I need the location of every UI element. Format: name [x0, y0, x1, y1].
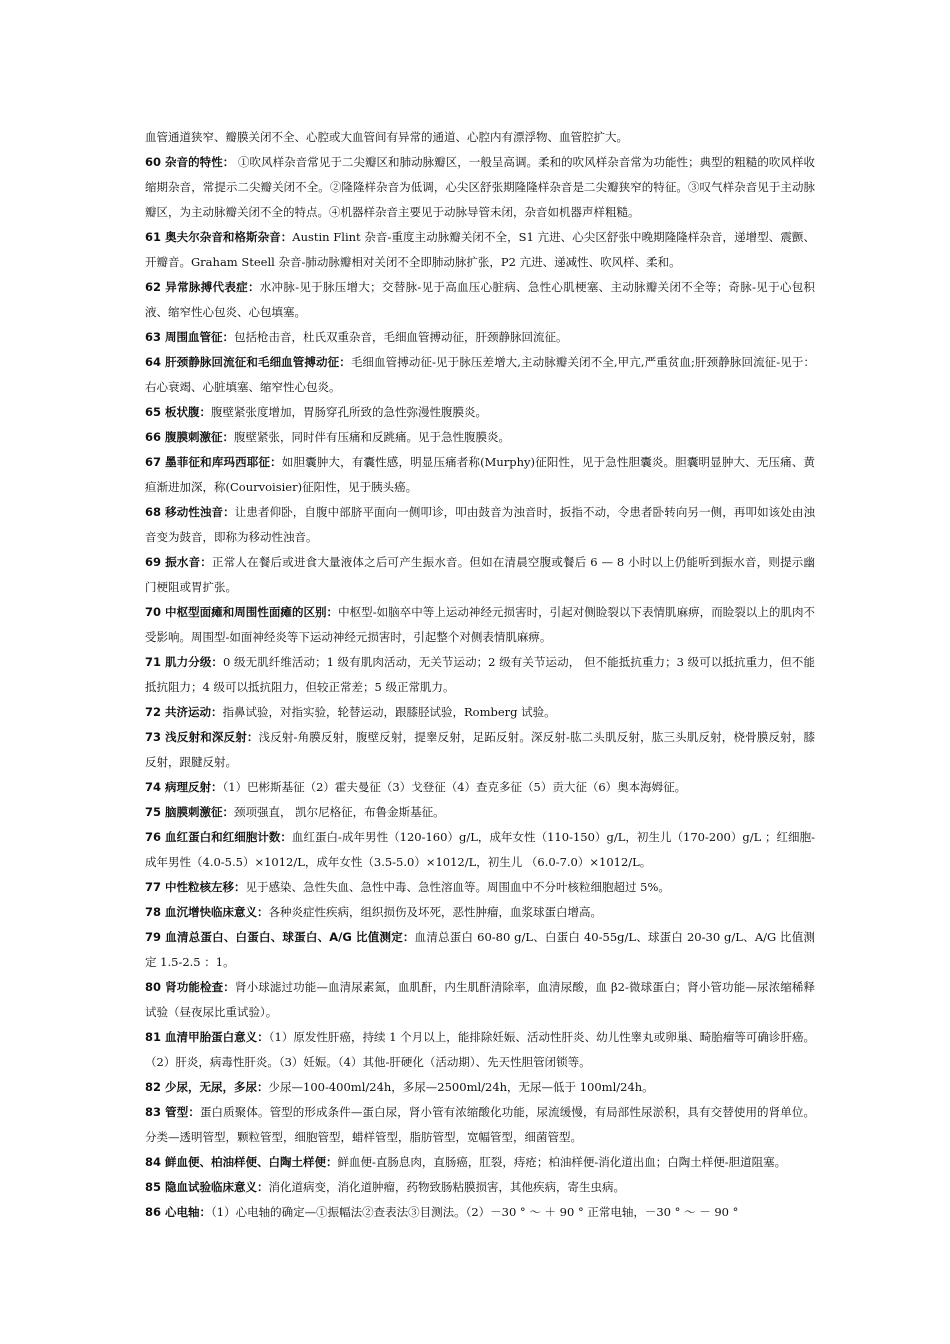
- list-item: [145, 1175, 815, 1200]
- item-term: 75 脑膜刺激征：: [145, 805, 235, 819]
- item-body: 让患者仰卧，自腹中部脐平面向一侧叩诊，叩由鼓音为浊音时，扳指不动，令患者卧转向另一侧，再叩如该处由浊音变为鼓音，即称为移动性浊音。: [145, 505, 815, 544]
- item-term: 65 板状腹：: [145, 405, 212, 419]
- item-term: 86 心电轴：: [145, 1205, 212, 1219]
- item-body: ①吹风样杂音常见于二尖瓣区和肺动脉瓣区，一般呈高调。柔和的吹风样杂音常为功能性；典型的粗糙的吹风样收缩期杂音，常提示二尖瓣关闭不全。②隆隆样杂音为低调，心尖区舒张期隆隆样杂音是二尖瓣狭窄的特征。③叹气样杂音见于主动脉瓣区，为主动脉瓣关闭不全的特点。④机器样杂音主要见于动脉导管未闭，杂音如机器声样粗糙。: [145, 155, 815, 219]
- item-term: 68 移动性浊音：: [145, 505, 235, 519]
- list-item: [145, 900, 815, 925]
- list-item: [145, 650, 815, 700]
- item-term: 78 血沉增快临床意义：: [145, 905, 269, 919]
- list-item: [145, 450, 815, 500]
- item-body: 消化道病变，消化道肿瘤，药物致肠粘膜损害，其他疾病，寄生虫病。: [268, 1180, 626, 1194]
- list-item: [145, 400, 815, 425]
- list-item: [145, 925, 815, 975]
- item-term: 64 肝颈静脉回流征和毛细血管搏动征：: [145, 355, 351, 369]
- item-body: 少尿—100-400ml/24h，多尿—2500ml/24h，无尿—低于 100ml/24h。: [268, 1080, 654, 1094]
- list-item: [145, 550, 815, 600]
- item-body: 颈项强直， 凯尔尼格征，布鲁金斯基征。: [234, 805, 445, 819]
- item-body: （1）巴彬斯基征（2）霍夫曼征（3）戈登征（4）查克多征（5）贡大征（6）奥本海姆征。: [222, 780, 687, 794]
- item-list: [145, 150, 815, 1225]
- item-body: 浅反射-角膜反射，腹壁反射，提睾反射，足跖反射。深反射-肱二头肌反射，肱三头肌反射，桡骨膜反射，膝反射，跟腱反射。: [145, 730, 815, 769]
- item-body: 0 级无肌纤维活动；1 级有肌肉活动，无关节运动；2 级有关节运动， 但不能抵抗重力；3 级可以抵抗重力，但不能抵抗阻力；4 级可以抵抗阻力，但较正常差；5 级正常肌力。: [145, 655, 815, 694]
- list-item: [145, 700, 815, 725]
- item-term: 73 浅反射和深反射：: [145, 730, 259, 744]
- list-item: [145, 225, 815, 275]
- item-body: 肾小球滤过功能—血清尿素氮，血肌酐，内生肌酐清除率，血清尿酸，血 β2-微球蛋白；肾小管功能—尿浓缩稀释试验（昼夜尿比重试验）。: [145, 980, 815, 1019]
- list-item: [145, 975, 815, 1025]
- list-item: [145, 350, 815, 400]
- item-body: 中枢型-如脑卒中等上运动神经元损害时，引起对侧睑裂以下表情肌麻痹，而睑裂以上的肌肉不受影响。周围型-如面神经炎等下运动神经元损害时，引起整个对侧表情肌麻痹。: [145, 605, 815, 644]
- list-item: [145, 150, 815, 225]
- list-item: [145, 1200, 815, 1225]
- item-term: 69 振水音：: [145, 555, 213, 569]
- item-term: 83 管型：: [145, 1105, 200, 1119]
- list-item: [145, 775, 815, 800]
- item-term: 76 血红蛋白和红细胞计数：: [145, 830, 292, 844]
- item-body: 腹壁紧张，同时伴有压痛和反跳痛。见于急性腹膜炎。: [234, 430, 511, 444]
- item-body: 见于感染、急性失血、急性中毒、急性溶血等。周围血中不分叶核粒细胞超过 5%。: [245, 880, 670, 894]
- item-term: 63 周围血管征：: [145, 330, 235, 344]
- item-term: 85 隐血试验临床意义：: [145, 1180, 269, 1194]
- item-body: 指鼻试验，对指实验，轮替运动，跟膝胫试验，Romberg 试验。: [222, 705, 556, 719]
- item-body: 血清总蛋白 60-80 g/L、白蛋白 40-55g/L、球蛋白 20-30 g/L、A/G 比值测定 1.5-2.5 ：1。: [145, 930, 815, 969]
- list-item: [145, 1150, 815, 1175]
- item-body: 毛细血管搏动征-见于脉压差增大,主动脉瓣关闭不全,甲亢,严重贫血;肝颈静脉回流征-见于：右心衰竭、心脏填塞、缩窄性心包炎。: [145, 355, 815, 394]
- item-body: 蛋白质聚体。管型的形成条件—蛋白尿，肾小管有浓缩酸化功能，尿流缓慢，有局部性尿淤积，具有交替使用的肾单位。分类—透明管型，颗粒管型，细胞管型，蜡样管型，脂肪管型，宽幅管型，细菌管型。: [145, 1105, 815, 1144]
- item-term: 77 中性粒核左移：: [145, 880, 246, 894]
- item-term: 79 血清总蛋白、白蛋白、球蛋白、A/G 比值测定：: [145, 930, 415, 944]
- item-term: 82 少尿，无尿，多尿：: [145, 1080, 269, 1094]
- list-item: [145, 875, 815, 900]
- list-item: [145, 325, 815, 350]
- item-term: 62 异常脉搏代表症：: [145, 280, 260, 294]
- list-item: [145, 425, 815, 450]
- item-body: 腹壁紧张度增加，胃肠穿孔所致的急性弥漫性腹膜炎。: [211, 405, 488, 419]
- item-body: 鲜血便-直肠息肉，直肠癌，肛裂，痔疮；柏油样便-消化道出血；白陶土样便-胆道阻塞。: [337, 1155, 787, 1169]
- item-body: 包括枪击音，杜氏双重杂音，毛细血管搏动征，肝颈静脉回流征。: [234, 330, 568, 344]
- list-item: [145, 1100, 815, 1150]
- item-term: 61 奥夫尔杂音和格斯杂音：: [145, 230, 293, 244]
- item-body: 血红蛋白-成年男性（120-160）g/L，成年女性（110-150）g/L，初生儿（170-200）g/L ；红细胞-成年男性（4.0-5.5）×1012/L，成年女性（3.5-5.0）×1012/L，初生儿 （6.0-7.0）×1012/L。: [145, 830, 815, 869]
- item-term: 67 墨菲征和库玛西耶征：: [145, 455, 282, 469]
- item-body: 各种炎症性疾病，组织损伤及坏死，恶性肿瘤，血浆球蛋白增高。: [268, 905, 603, 919]
- list-item: [145, 825, 815, 875]
- item-body: 如胆囊肿大，有囊性感，明显压痛者称(Murphy)征阳性，见于急性胆囊炎。胆囊明显肿大、无压痛、黄疸渐进加深，称(Courvoisier)征阳性，见于胰头癌。: [145, 455, 815, 494]
- list-item: [145, 1025, 815, 1075]
- item-body: 水冲脉-见于脉压增大；交替脉-见于高血压心脏病、急性心肌梗塞、主动脉瓣关闭不全等；奇脉-见于心包积液、缩窄性心包炎、心包填塞。: [145, 280, 815, 319]
- item-term: 74 病理反射：: [145, 780, 223, 794]
- item-body: 正常人在餐后或进食大量液体之后可产生振水音。但如在清晨空腹或餐后 6 — 8 小时以上仍能听到振水音，则提示幽门梗阻或胃扩张。: [145, 555, 815, 594]
- item-term: 70 中枢型面瘫和周围性面瘫的区别：: [145, 605, 339, 619]
- item-term: 60 杂音的特性：: [145, 155, 235, 169]
- item-term: 72 共济运动：: [145, 705, 223, 719]
- list-item: [145, 500, 815, 550]
- item-term: 66 腹膜刺激征：: [145, 430, 235, 444]
- item-body: Austin Flint 杂音-重度主动脉瓣关闭不全，S1 亢进、心尖区舒张中晚期隆隆样杂音，递增型、震颤、开瓣音。Graham Steell 杂音-肺动脉瓣相对关闭不全即肺动脉扩张，P2 亢进、递减性、吹风样、柔和。: [145, 230, 815, 269]
- document-page: [145, 125, 815, 1225]
- list-item: [145, 1075, 815, 1100]
- item-body: （1）原发性肝癌，持续 1 个月以上，能排除妊娠、活动性肝炎、幼儿性睾丸或卵巢、畸胎瘤等可确诊肝癌。（2）肝炎，病毒性肝炎。（3）妊娠。（4）其他-肝硬化（活动期）、先天性胆管闭锁等。: [145, 1030, 815, 1069]
- item-term: 84 鲜血便、柏油样便、白陶土样便：: [145, 1155, 338, 1169]
- list-item: [145, 800, 815, 825]
- list-item: [145, 275, 815, 325]
- intro-paragraph: 血管通道狭窄、瓣膜关闭不全、心腔或大血管间有异常的通道、心腔内有漂浮物、血管腔扩大。: [145, 130, 628, 144]
- list-item: [145, 600, 815, 650]
- list-item: [145, 725, 815, 775]
- item-term: 80 肾功能检查：: [145, 980, 235, 994]
- item-term: 81 血清甲胎蛋白意义：: [145, 1030, 269, 1044]
- item-body: （1）心电轴的确定—①振幅法②查表法③目测法。（2）－30 ° ～ ＋ 90 ° 正常电轴，－30 ° ～ － 90 °: [211, 1205, 739, 1219]
- item-term: 71 肌力分级：: [145, 655, 223, 669]
